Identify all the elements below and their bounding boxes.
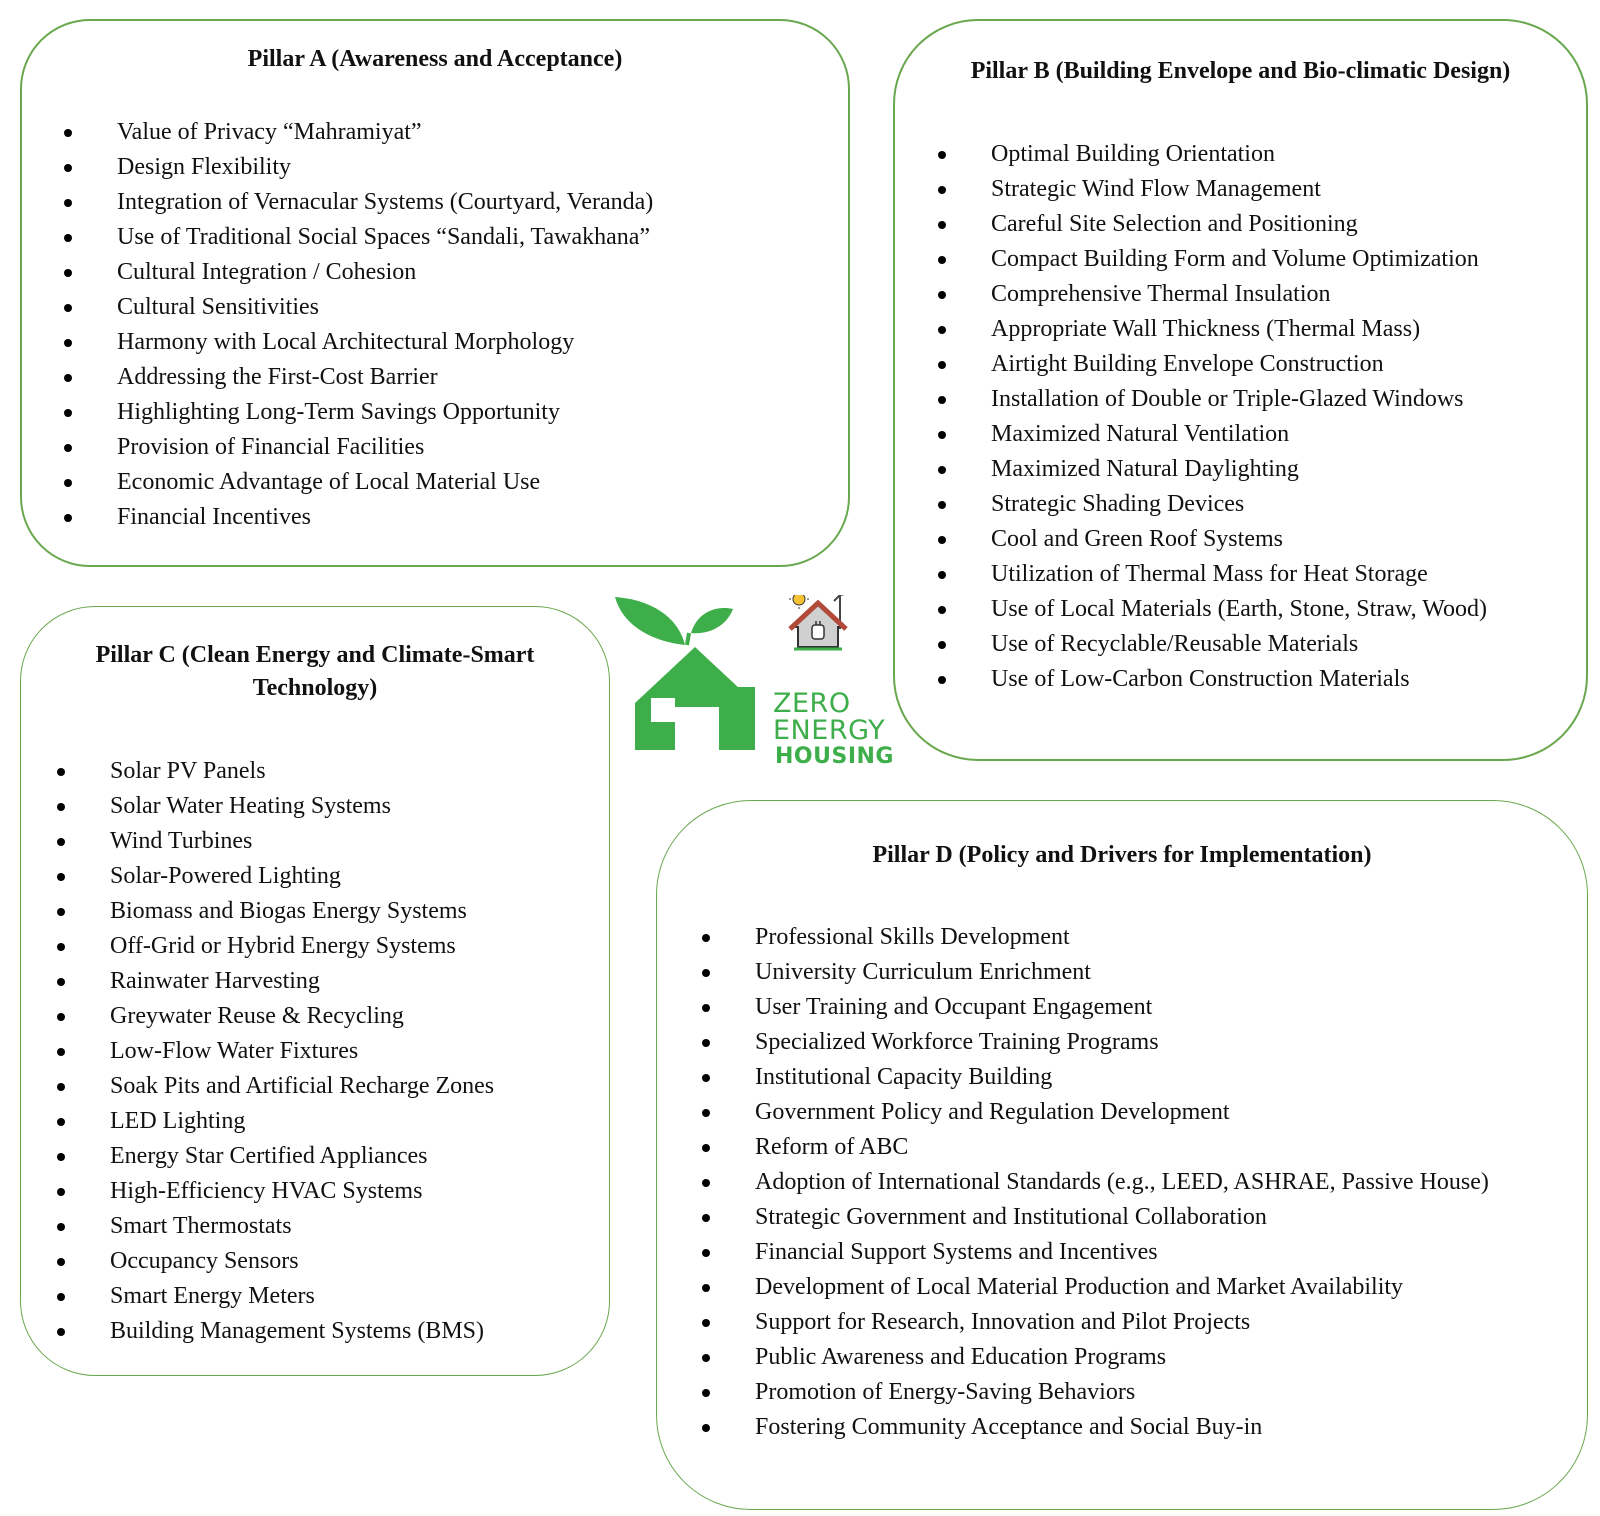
list-item: Smart Thermostats	[110, 1209, 609, 1244]
list-item: Use of Traditional Social Spaces “Sandali, Tawakhana”	[117, 220, 848, 255]
list-item: Solar-Powered Lighting	[110, 859, 609, 894]
list-item: Harmony with Local Architectural Morphology	[117, 325, 848, 360]
list-item: Economic Advantage of Local Material Use	[117, 465, 848, 500]
pillar-d-title: Pillar D (Policy and Drivers for Implementation)	[872, 842, 1372, 868]
logo-text-housing: HOUSING	[775, 744, 894, 769]
list-item: University Curriculum Enrichment	[755, 955, 1527, 990]
pillar-d-list	[657, 920, 1587, 1445]
list-item: Installation of Double or Triple-Glazed Windows	[991, 382, 1586, 417]
zero-energy-housing-logo	[615, 595, 900, 775]
list-item: Airtight Building Envelope Construction	[991, 347, 1586, 382]
list-item: Addressing the First-Cost Barrier	[117, 360, 848, 395]
list-item: Maximized Natural Daylighting	[991, 452, 1586, 487]
logo-text-energy: ENERGY	[773, 715, 886, 746]
list-item: Soak Pits and Artificial Recharge Zones	[110, 1069, 609, 1104]
list-item: Support for Research, Innovation and Pilot Projects	[755, 1305, 1527, 1340]
pillar-a-list	[22, 115, 848, 535]
list-item: Financial Incentives	[117, 500, 848, 535]
list-item: Optimal Building Orientation	[991, 137, 1586, 172]
list-item: Careful Site Selection and Positioning	[991, 207, 1586, 242]
list-item: Compact Building Form and Volume Optimization	[991, 242, 1586, 277]
list-item: Building Management Systems (BMS)	[110, 1314, 609, 1349]
list-item: Solar Water Heating Systems	[110, 789, 609, 824]
list-item: Appropriate Wall Thickness (Thermal Mass)	[991, 312, 1586, 347]
list-item: Occupancy Sensors	[110, 1244, 609, 1279]
list-item: Strategic Government and Institutional Collaboration	[755, 1200, 1527, 1235]
list-item: Cool and Green Roof Systems	[991, 522, 1586, 557]
list-item: Specialized Workforce Training Programs	[755, 1025, 1527, 1060]
list-item: Off-Grid or Hybrid Energy Systems	[110, 929, 609, 964]
pillar-c-list	[21, 754, 609, 1349]
list-item: Design Flexibility	[117, 150, 848, 185]
pillar-b-title: Pillar B (Building Envelope and Bio-climatic Design)	[970, 58, 1511, 84]
list-item: Strategic Wind Flow Management	[991, 172, 1586, 207]
list-item: Fostering Community Acceptance and Social Buy-in	[755, 1410, 1527, 1445]
pillar-d-box	[656, 800, 1588, 1510]
list-item: Cultural Sensitivities	[117, 290, 848, 325]
list-item: Government Policy and Regulation Development	[755, 1095, 1527, 1130]
pillar-b-box	[893, 19, 1588, 761]
solar-wind-house-icon	[789, 595, 850, 649]
list-item: Cultural Integration / Cohesion	[117, 255, 848, 290]
list-item: Greywater Reuse & Recycling	[110, 999, 609, 1034]
list-item: Reform of ABC	[755, 1130, 1527, 1165]
list-item: Comprehensive Thermal Insulation	[991, 277, 1586, 312]
list-item: Professional Skills Development	[755, 920, 1527, 955]
list-item: Use of Recyclable/Reusable Materials	[991, 627, 1586, 662]
list-item: Adoption of International Standards (e.g., LEED, ASHRAE, Passive House)	[755, 1165, 1527, 1200]
list-item: User Training and Occupant Engagement	[755, 990, 1527, 1025]
list-item: Energy Star Certified Appliances	[110, 1139, 609, 1174]
list-item: Financial Support Systems and Incentives	[755, 1235, 1527, 1270]
list-item: Use of Low-Carbon Construction Materials	[991, 662, 1586, 697]
pillar-c-title: Pillar C (Clean Energy and Climate-Smart Technology)	[95, 642, 535, 701]
pillar-a-box	[20, 19, 850, 567]
list-item: Public Awareness and Education Programs	[755, 1340, 1527, 1375]
list-item: Rainwater Harvesting	[110, 964, 609, 999]
list-item: Value of Privacy “Mahramiyat”	[117, 115, 848, 150]
list-item: Strategic Shading Devices	[991, 487, 1586, 522]
list-item: Use of Local Materials (Earth, Stone, Straw, Wood)	[991, 592, 1586, 627]
leaf-house-icon	[615, 597, 777, 755]
list-item: High-Efficiency HVAC Systems	[110, 1174, 609, 1209]
list-item: Integration of Vernacular Systems (Courtyard, Veranda)	[117, 185, 848, 220]
list-item: Smart Energy Meters	[110, 1279, 609, 1314]
list-item: Biomass and Biogas Energy Systems	[110, 894, 609, 929]
list-item: Institutional Capacity Building	[755, 1060, 1527, 1095]
list-item: Solar PV Panels	[110, 754, 609, 789]
list-item: LED Lighting	[110, 1104, 609, 1139]
list-item: Utilization of Thermal Mass for Heat Storage	[991, 557, 1586, 592]
list-item: Maximized Natural Ventilation	[991, 417, 1586, 452]
pillar-a-title: Pillar A (Awareness and Acceptance)	[247, 46, 623, 72]
pillar-b-list	[895, 137, 1586, 697]
list-item: Provision of Financial Facilities	[117, 430, 848, 465]
pillar-c-box	[20, 606, 610, 1376]
logo-text-zero: ZERO	[773, 688, 851, 719]
list-item: Wind Turbines	[110, 824, 609, 859]
list-item: Highlighting Long-Term Savings Opportunity	[117, 395, 848, 430]
list-item: Development of Local Material Production and Market Availability	[755, 1270, 1527, 1305]
list-item: Low-Flow Water Fixtures	[110, 1034, 609, 1069]
list-item: Promotion of Energy-Saving Behaviors	[755, 1375, 1527, 1410]
